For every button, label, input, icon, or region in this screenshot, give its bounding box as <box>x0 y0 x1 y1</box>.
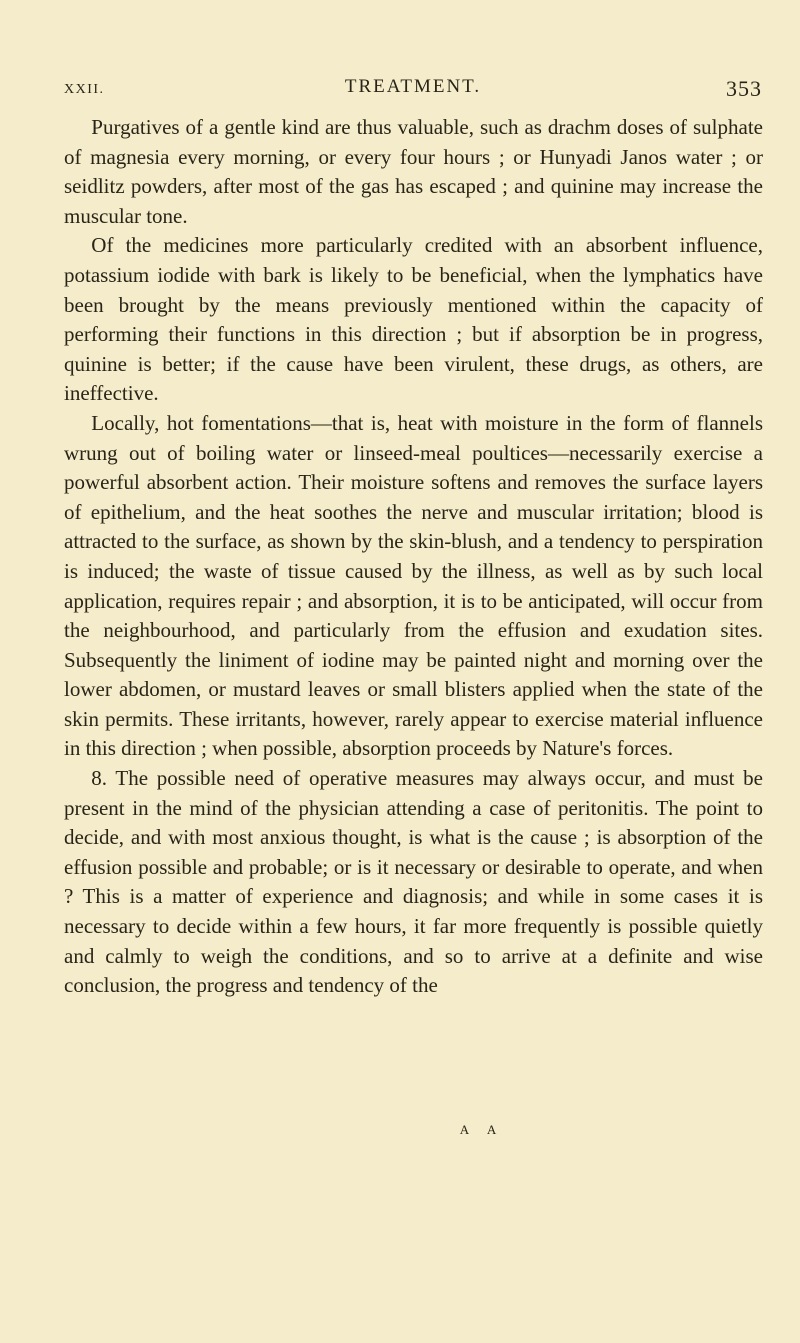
running-header <box>64 76 762 106</box>
paragraph-medicines: Of the medicines more particularly credited with an absorbent influence, potassium iodide with bark is likely to be beneficial, when the lymphatics have been brought by the means previously mentioned within the capacity of performing their functions in this direction ; but if absorption be in progress, quinine is better; if the cause have been virulent, these drugs, as others, are ineffective. <box>64 233 763 406</box>
paragraph-operative-measures: 8. The possible need of operative measures may always occur, and must be present in the mind of the physician attending a case of peritonitis. The point to decide, and with most anxious thought, is what is the cause ; is absorption of the effusion possible and probable; or is it necessary or desirable to operate, and when ? This is a matter of experience and diagnosis; and while in some cases it is necessary to decide within a few hours, it far more frequently is possible quietly and calmly to weigh the conditions, and so to arrive at a definite and wise conclusion, the progress and tendency of the <box>64 766 763 998</box>
page-number: 353 <box>726 76 762 101</box>
paragraph-locally: Locally, hot fomentations—that is, heat with moisture in the form of flannels wrung out of boiling water or linseed-meal poultices—necessarily exercise a powerful absorbent action. Their moisture softens and removes the surface layers of epithelium, and the heat soothes the nerve and muscular irritation; blood is attracted to the surface, as shown by the skin-blush, and a tendency to perspiration is induced; the waste of tissue caused by the illness, as well as by such local application, requires repair ; and absorption, it is to be anticipated, will occur from the neighbourhood, and particularly from the effusion and exudation sites. Subsequently the liniment of iodine may be painted night and morning over the lower abdomen, or mustard leaves or small blisters applied when the state of the skin permits. These irritants, however, rarely appear to exercise material influence in this direction ; when possible, absorption proceeds by Nature's forces. <box>64 410 763 761</box>
body-text <box>64 113 763 1001</box>
chapter-number: XXII. <box>64 82 105 97</box>
signature-mark: A A <box>459 1122 505 1137</box>
paragraph-purgatives: Purgatives of a gentle kind are thus valuable, such as drachm doses of sulphate of magnesia every morning, or every four hours ; or Hunyadi Janos water ; or seidlitz powders, after most of the gas has escaped ; and quinine may increase the muscular tone. <box>64 115 763 228</box>
running-title: TREATMENT. <box>344 76 482 97</box>
